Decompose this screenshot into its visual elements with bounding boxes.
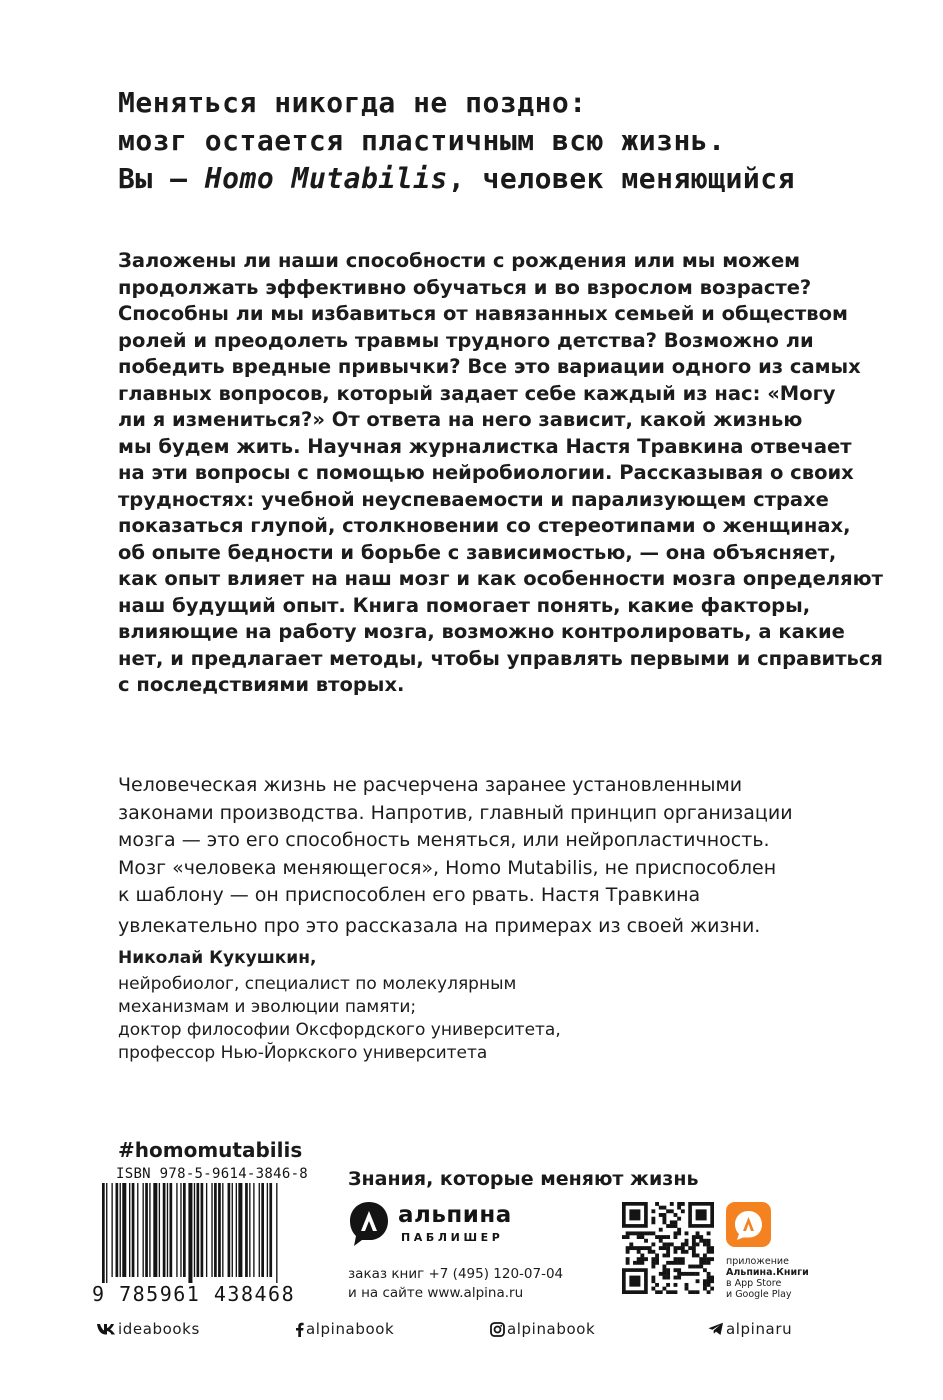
qr-module <box>651 1287 655 1291</box>
qr-module <box>662 1272 666 1276</box>
qr-module <box>707 1242 711 1246</box>
barcode-bar <box>159 1183 160 1277</box>
qr-module <box>674 1213 678 1217</box>
barcode-bar <box>238 1183 242 1277</box>
qr-module <box>662 1265 666 1269</box>
qr-module <box>659 1213 663 1217</box>
barcode-bars <box>88 1183 323 1283</box>
annotation-line: об опыте бедности и борьбе с зависимостью, — она объясняет, <box>118 540 837 564</box>
app-store-info <box>726 1256 809 1300</box>
qr-module <box>696 1272 700 1276</box>
qr-module <box>707 1290 711 1294</box>
qr-module <box>626 1231 630 1235</box>
qr-module <box>651 1276 655 1280</box>
qr-module <box>640 1246 644 1250</box>
qr-module <box>662 1235 666 1239</box>
annotation-line: на эти вопросы с помощью нейробиологии. Рассказывая о своих <box>118 461 854 484</box>
qr-module <box>637 1246 641 1250</box>
facebook-handle: alpinabook <box>306 1320 395 1338</box>
qr-module <box>677 1202 681 1206</box>
qr-module <box>662 1254 666 1258</box>
qr-module <box>648 1246 652 1250</box>
qr-module <box>674 1246 678 1250</box>
publisher-tagline: Знания, которые меняют жизнь <box>348 1168 699 1190</box>
qr-module <box>677 1217 681 1221</box>
qr-module <box>685 1242 689 1246</box>
qr-module <box>644 1239 648 1243</box>
app-line-4: и Google Play <box>726 1289 792 1300</box>
app-line-2: Альпина.Книги <box>726 1267 809 1278</box>
barcode-bar <box>232 1183 233 1277</box>
qr-module <box>651 1231 655 1235</box>
barcode-bar <box>188 1183 192 1283</box>
quote-line: законами производства. Напротив, главный принцип организации <box>118 801 793 824</box>
publisher-logo <box>348 1198 538 1248</box>
qr-module <box>707 1276 711 1280</box>
qr-module <box>677 1261 681 1265</box>
qr-module <box>699 1235 703 1239</box>
qr-module <box>703 1268 707 1272</box>
barcode-bar <box>267 1183 268 1277</box>
hashtag: #homomutabilis <box>118 1138 303 1162</box>
qr-module <box>626 1261 630 1265</box>
headline-line-2: мозг остается пластичным всю жизнь. <box>118 124 726 157</box>
barcode-bar <box>222 1183 223 1277</box>
qr-module <box>692 1242 696 1246</box>
qr-module <box>659 1239 663 1243</box>
qr-module <box>710 1279 714 1283</box>
barcode-bar <box>153 1183 157 1277</box>
annotation-line: главных вопросов, который задает себе каждый из нас: «Могу <box>118 381 836 405</box>
qr-module <box>670 1261 674 1265</box>
barcode-bar <box>129 1183 130 1277</box>
annotation-line: продолжать эффективно обучаться и во взрослом возрасте? <box>118 275 812 299</box>
annotation-line: ли я измениться?» От ответа на него зависит, какой жизнью <box>118 408 803 431</box>
barcode-bar <box>259 1183 260 1277</box>
qr-module <box>692 1265 696 1269</box>
qr-module <box>703 1279 707 1283</box>
order-website: и на сайте www.alpina.ru <box>348 1285 524 1301</box>
barcode-bar <box>214 1183 217 1277</box>
qr-module <box>666 1261 670 1265</box>
qr-module <box>662 1268 666 1272</box>
qr-finder <box>629 1276 640 1287</box>
quote-line: Мозг «человека меняющегося», Homo Mutabilis, не приспособлен <box>118 856 777 879</box>
qr-module <box>640 1254 644 1258</box>
qr-module <box>703 1254 707 1258</box>
qr-module <box>677 1231 681 1235</box>
qr-module <box>626 1246 630 1250</box>
qr-module <box>662 1246 666 1250</box>
qr-module <box>703 1242 707 1246</box>
qr-module <box>655 1261 659 1265</box>
qr-module <box>696 1235 700 1239</box>
barcode-bar <box>253 1183 254 1277</box>
annotation-line: трудностях: учебной неуспеваемости и парализующем страхе <box>118 487 829 511</box>
qr-module <box>644 1231 648 1235</box>
qr-module <box>651 1261 655 1265</box>
barcode-bar <box>261 1183 264 1277</box>
annotation-line: с последствиями вторых. <box>118 673 405 696</box>
qr-module <box>703 1283 707 1287</box>
qr-module <box>710 1287 714 1291</box>
isbn-number: ISBN 978-5-9614-3846-8 <box>116 1166 309 1182</box>
qr-module <box>707 1261 711 1265</box>
barcode-bar <box>111 1183 112 1277</box>
qr-module <box>666 1209 670 1213</box>
qr-module <box>681 1209 685 1213</box>
qr-module <box>655 1290 659 1294</box>
qr-module <box>692 1250 696 1254</box>
qr-module <box>696 1242 700 1246</box>
barcode-bar <box>102 1183 105 1283</box>
qr-module <box>674 1283 678 1287</box>
qr-module <box>659 1290 663 1294</box>
qr-module <box>681 1250 685 1254</box>
telegram-icon <box>708 1322 724 1336</box>
publisher-name: альпина <box>398 1202 512 1228</box>
qr-module <box>637 1231 641 1235</box>
barcode-bar <box>249 1183 250 1277</box>
qr-module <box>703 1257 707 1261</box>
qr-module <box>651 1265 655 1269</box>
qr-module <box>659 1246 663 1250</box>
barcode-bar <box>120 1183 121 1277</box>
qr-module <box>703 1287 707 1291</box>
barcode-bar <box>163 1183 166 1277</box>
alpina-app-icon <box>726 1202 771 1247</box>
qr-module <box>685 1283 689 1287</box>
book-annotation <box>118 248 883 699</box>
qr-module <box>692 1235 696 1239</box>
qr-module <box>666 1283 670 1287</box>
qr-module <box>644 1246 648 1250</box>
barcode-bar <box>218 1183 221 1277</box>
qr-module <box>640 1261 644 1265</box>
qr-module <box>655 1254 659 1258</box>
annotation-line: мы будем жить. Научная журналистка Настя Травкина отвечает <box>118 434 852 458</box>
qr-module <box>655 1235 659 1239</box>
qr-module <box>710 1257 714 1261</box>
qr-module <box>699 1261 703 1265</box>
qr-module <box>666 1246 670 1250</box>
qr-module <box>707 1246 711 1250</box>
quote-line: Человеческая жизнь не расчерчена заранее установленными <box>118 774 743 796</box>
social-telegram[interactable] <box>708 1318 792 1340</box>
qr-module <box>674 1231 678 1235</box>
qr-module <box>622 1235 626 1239</box>
barcode-bar <box>145 1183 148 1277</box>
qr-module <box>651 1279 655 1283</box>
barcode-bar <box>236 1183 237 1277</box>
qr-module <box>655 1202 659 1206</box>
qr-module <box>659 1228 663 1232</box>
qr-module <box>666 1224 670 1228</box>
annotation-line: нет, и предлагает методы, чтобы управлять первыми и справиться <box>118 646 883 670</box>
barcode-bar <box>228 1183 231 1277</box>
vk-icon <box>96 1323 116 1335</box>
barcode-bar <box>197 1183 200 1277</box>
barcode-bar <box>206 1183 207 1277</box>
qr-module <box>640 1235 644 1239</box>
headline-italic: Homo Mutabilis <box>204 162 448 195</box>
qr-module <box>707 1231 711 1235</box>
qr-module <box>651 1220 655 1224</box>
qr-module <box>655 1283 659 1287</box>
qr-module <box>626 1257 630 1261</box>
qr-module <box>637 1257 641 1261</box>
qr-module <box>692 1246 696 1250</box>
qr-module <box>696 1265 700 1269</box>
qr-module <box>674 1268 678 1272</box>
barcode-bar <box>149 1183 150 1277</box>
qr-module <box>648 1231 652 1235</box>
qr-module <box>685 1272 689 1276</box>
barcode-bar <box>122 1183 126 1277</box>
qr-module <box>662 1217 666 1221</box>
qr-module <box>710 1250 714 1254</box>
qr-module <box>633 1246 637 1250</box>
headline-line-3: Вы – Homo Mutabilis, человек меняющийся <box>118 162 795 195</box>
ean-digits: 9 785961 438468 <box>92 1282 296 1306</box>
qr-module <box>659 1235 663 1239</box>
qr-module <box>670 1220 674 1224</box>
app-line-3: в App Store <box>726 1278 782 1289</box>
qr-module <box>662 1213 666 1217</box>
qr-module <box>670 1224 674 1228</box>
qr-module <box>629 1231 633 1235</box>
qr-module <box>626 1235 630 1239</box>
qr-module <box>688 1272 692 1276</box>
qr-module <box>648 1250 652 1254</box>
qr-module <box>699 1257 703 1261</box>
barcode-bar <box>116 1183 119 1277</box>
qr-module <box>699 1265 703 1269</box>
qr-module <box>685 1239 689 1243</box>
qr-module <box>651 1257 655 1261</box>
cover-headline <box>118 84 918 198</box>
telegram-handle: alpinaru <box>726 1320 793 1338</box>
instagram-handle: alpinabook <box>507 1320 596 1338</box>
barcode-bar <box>180 1183 181 1277</box>
annotation-line: ролей и преодолеть травмы трудного детства? Возможно ли <box>118 328 814 352</box>
barcode-bar <box>183 1183 186 1277</box>
qr-module <box>696 1254 700 1258</box>
qr-module <box>644 1257 648 1261</box>
qr-module <box>651 1209 655 1213</box>
qr-module <box>640 1231 644 1235</box>
qr-module <box>710 1276 714 1280</box>
qr-module <box>707 1257 711 1261</box>
bio-line: механизмам и эволюции памяти; <box>118 997 417 1017</box>
qr-module <box>681 1257 685 1261</box>
qr-module <box>637 1235 641 1239</box>
headline-line-1: Меняться никогда не поздно: <box>118 86 587 119</box>
qr-module <box>707 1283 711 1287</box>
qr-module <box>659 1206 663 1210</box>
order-phone: заказ книг +7 (495) 120-07-04 <box>348 1266 564 1282</box>
quote-line: мозга — это его способность меняться, или нейропластичность. <box>118 829 770 851</box>
qr-module <box>677 1272 681 1276</box>
qr-module <box>692 1272 696 1276</box>
annotation-line: показаться глупой, столкновении со стереотипами о женщинах, <box>118 514 851 537</box>
app-logo-icon <box>733 1209 764 1240</box>
qr-module <box>685 1287 689 1291</box>
qr-module <box>670 1290 674 1294</box>
qr-module <box>651 1242 655 1246</box>
isbn-barcode <box>88 1165 323 1311</box>
qr-finder <box>629 1209 640 1220</box>
bio-line: профессор Нью-Йоркского университета <box>118 1043 488 1063</box>
qr-module <box>633 1261 637 1265</box>
qr-module <box>681 1242 685 1246</box>
quote-author-name: Николай Кукушкин, <box>118 948 317 968</box>
qr-module <box>666 1254 670 1258</box>
qr-module <box>670 1242 674 1246</box>
app-line-1: приложение <box>726 1256 789 1267</box>
alpina-logo-icon <box>348 1200 390 1246</box>
quote-line: увлекательно про это рассказала на примерах из своей жизни. <box>118 914 761 937</box>
qr-module <box>696 1290 700 1294</box>
barcode-bar <box>269 1183 272 1277</box>
qr-module <box>681 1261 685 1265</box>
qr-module <box>677 1228 681 1232</box>
annotation-line: влияющие на работу мозга, возможно контролировать, а какие <box>118 620 845 643</box>
qr-module <box>662 1242 666 1246</box>
qr-module <box>666 1250 670 1254</box>
qr-module <box>629 1246 633 1250</box>
qr-module <box>626 1250 630 1254</box>
qr-module <box>677 1268 681 1272</box>
barcode-bar <box>132 1183 135 1277</box>
social-facebook[interactable] <box>295 1318 394 1340</box>
qr-module <box>703 1239 707 1243</box>
qr-module <box>692 1254 696 1258</box>
barcode-bar <box>194 1183 195 1277</box>
quote-author-bio <box>118 973 561 1065</box>
annotation-line: Способны ли мы избавиться от навязанных семьей и обществом <box>118 302 848 325</box>
qr-module <box>681 1272 685 1276</box>
qr-module <box>707 1250 711 1254</box>
qr-module <box>674 1220 678 1224</box>
blurb-quote <box>118 772 818 940</box>
annotation-line: наш будущий опыт. Книга помогает понять, какие факторы, <box>118 593 811 617</box>
qr-module <box>640 1257 644 1261</box>
qr-module <box>692 1239 696 1243</box>
qr-finder <box>696 1209 707 1220</box>
social-instagram[interactable] <box>490 1318 595 1340</box>
qr-module <box>666 1268 670 1272</box>
qr-module <box>688 1290 692 1294</box>
qr-module <box>666 1290 670 1294</box>
qr-module <box>670 1209 674 1213</box>
qr-module <box>674 1276 678 1280</box>
qr-module <box>677 1276 681 1280</box>
qr-module <box>674 1261 678 1265</box>
barcode-bar <box>167 1183 168 1277</box>
qr-module <box>666 1272 670 1276</box>
qr-module <box>662 1206 666 1210</box>
qr-module <box>674 1250 678 1254</box>
qr-module <box>696 1279 700 1283</box>
publisher-subtitle: ПАБЛИШЕР <box>401 1231 504 1244</box>
qr-module <box>707 1279 711 1283</box>
qr-module <box>655 1257 659 1261</box>
qr-module <box>662 1287 666 1291</box>
qr-module <box>637 1250 641 1254</box>
bio-line: нейробиолог, специалист по молекулярным <box>118 974 517 994</box>
instagram-icon <box>490 1322 505 1337</box>
qr-module <box>629 1242 633 1246</box>
social-vk[interactable] <box>96 1318 200 1340</box>
qr-module <box>674 1224 678 1228</box>
order-info <box>348 1265 563 1303</box>
qr-module <box>651 1250 655 1254</box>
qr-module <box>681 1202 685 1206</box>
barcode-bar <box>137 1183 138 1277</box>
bio-line: доктор философии Оксфордского университета, <box>118 1020 561 1040</box>
qr-module <box>677 1257 681 1261</box>
qr-module <box>666 1242 670 1246</box>
annotation-line: как опыт влияет на наш мозг и как особенности мозга определяют <box>118 567 883 590</box>
annotation-line: Заложены ли наши способности с рождения или мы можем <box>118 249 801 272</box>
qr-module <box>674 1257 678 1261</box>
barcode-bar <box>176 1183 177 1277</box>
quote-line: к шаблону — он приспособлен его рвать. Настя Травкина <box>118 884 701 906</box>
barcode-bar <box>143 1183 144 1277</box>
qr-module <box>662 1220 666 1224</box>
qr-module <box>666 1276 670 1280</box>
barcode-bar <box>276 1183 277 1283</box>
qr-module <box>659 1272 663 1276</box>
qr-module <box>692 1290 696 1294</box>
facebook-icon <box>295 1322 304 1337</box>
barcode-bar <box>170 1183 173 1277</box>
qr-module <box>651 1217 655 1221</box>
qr-module <box>681 1246 685 1250</box>
barcode-bar <box>211 1183 212 1277</box>
barcode-bar <box>245 1183 248 1277</box>
qr-module <box>674 1290 678 1294</box>
qr-module <box>677 1206 681 1210</box>
qr-module <box>707 1272 711 1276</box>
qr-module <box>666 1235 670 1239</box>
qr-module <box>707 1239 711 1243</box>
barcode-bar <box>106 1183 107 1283</box>
qr-module <box>633 1231 637 1235</box>
qr-module <box>670 1202 674 1206</box>
qr-module <box>696 1231 700 1235</box>
qr-code <box>622 1202 714 1294</box>
qr-module <box>685 1250 689 1254</box>
qr-module <box>688 1265 692 1269</box>
barcode-bar <box>201 1183 204 1277</box>
qr-module <box>688 1246 692 1250</box>
qr-module <box>637 1261 641 1265</box>
vk-handle: ideabooks <box>118 1320 200 1338</box>
qr-module <box>662 1276 666 1280</box>
qr-module <box>710 1246 714 1250</box>
qr-module <box>677 1246 681 1250</box>
qr-module <box>703 1261 707 1265</box>
qr-module <box>685 1231 689 1235</box>
qr-module <box>674 1235 678 1239</box>
qr-module <box>699 1239 703 1243</box>
annotation-line: победить вредные привычки? Все это вариации одного из самых <box>118 355 861 378</box>
